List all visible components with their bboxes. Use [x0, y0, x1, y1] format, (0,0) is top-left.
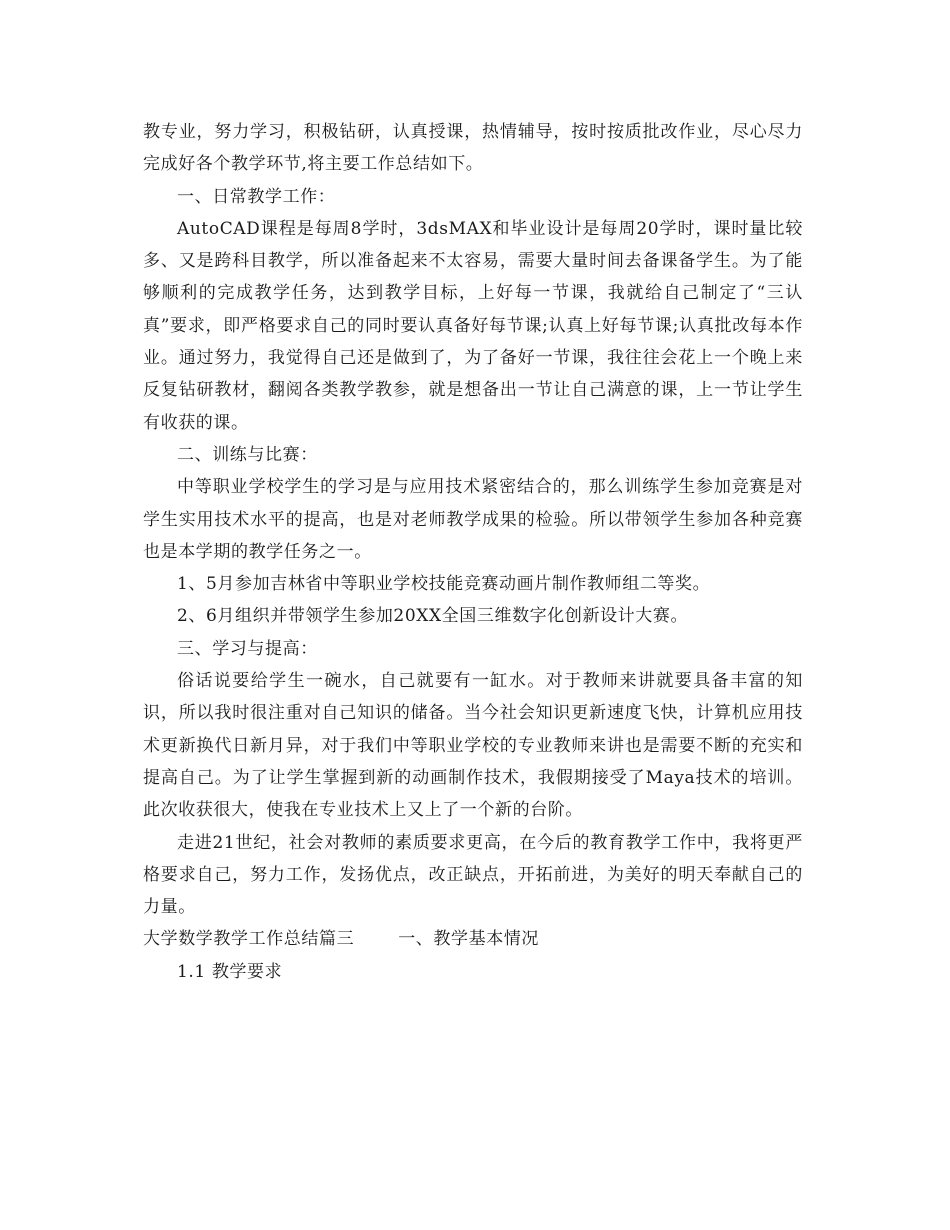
list-item-award-1: 1、5月参加吉林省中等职业学校技能竞赛动画片制作教师组二等奖。 — [177, 574, 711, 595]
paragraph-training-competition: 中等职业学校学生的学习是与应用技术紧密结合的，那么训练学生参加竞赛是对学生实用技术水平的提高，也是对老师教学成果的检验。所以带领学生参加各种竞赛也是本学期的教学任务之一。 — [143, 477, 803, 562]
section-heading-line — [143, 923, 803, 955]
section-title: 大学数学教学工作总结篇三 — [143, 929, 355, 950]
paragraph-intro-continued: 教专业，努力学习，积极钻研，认真授课，热情辅导，按时按质批改作业，尽心尽力完成好各个教学环节,将主要工作总结如下。 — [143, 122, 803, 175]
document-body — [143, 116, 803, 988]
section-subtitle: 一、教学基本情况 — [398, 929, 540, 950]
heading-study-improvement: 三、学习与提高： — [177, 638, 318, 659]
list-item-award-2: 2、6月组织并带领学生参加20XX全国三维数字化创新设计大赛。 — [177, 606, 689, 627]
heading-training-competition: 二、训练与比赛： — [177, 444, 318, 465]
paragraph-conclusion: 走进21世纪，社会对教师的素质要求更高，在今后的教育教学工作中，我将更严格要求自己，努力工作，发扬优点，改正缺点，开拓前进，为美好的明天奉献自己的力量。 — [143, 832, 803, 918]
paragraph-study-improvement: 俗话说要给学生一碗水，自己就要有一缸水。对于教师来讲就要具备丰富的知识，所以我时很注重对自己知识的储备。当今社会知识更新速度飞快，计算机应用技术更新换代日新月异，对于我们中等职业学校的专业教师来讲也是需要不断的充实和提高自己。为了让学生掌握到新的动画制作技术，我假期接受了Maya技术的培训。此次收获很大，使我在专业技术上又上了一个新的台阶。 — [143, 671, 803, 821]
subsection-heading: 1.1 教学要求 — [177, 961, 283, 982]
paragraph-daily-teaching: AutoCAD课程是每周8学时，3dsMAX和毕业设计是每周20学时，课时量比较多、又是跨科目教学，所以准备起来不太容易，需要大量时间去备课备学生。为了能够顺利的完成教学任务，达到教学目标，上好每一节课，我就给自己制定了“三认真”要求，即严格要求自己的同时要认真备好每节课;认真上好每节课;认真批改每本作业。通过努力，我觉得自己还是做到了，为了备好一节课，我往往会花上一个晚上来反复钻研教材，翻阅各类教学教参，就是想备出一节让自己满意的课，上一节让学生有收获的课。 — [143, 218, 803, 433]
heading-daily-teaching: 一、日常教学工作： — [177, 186, 336, 207]
